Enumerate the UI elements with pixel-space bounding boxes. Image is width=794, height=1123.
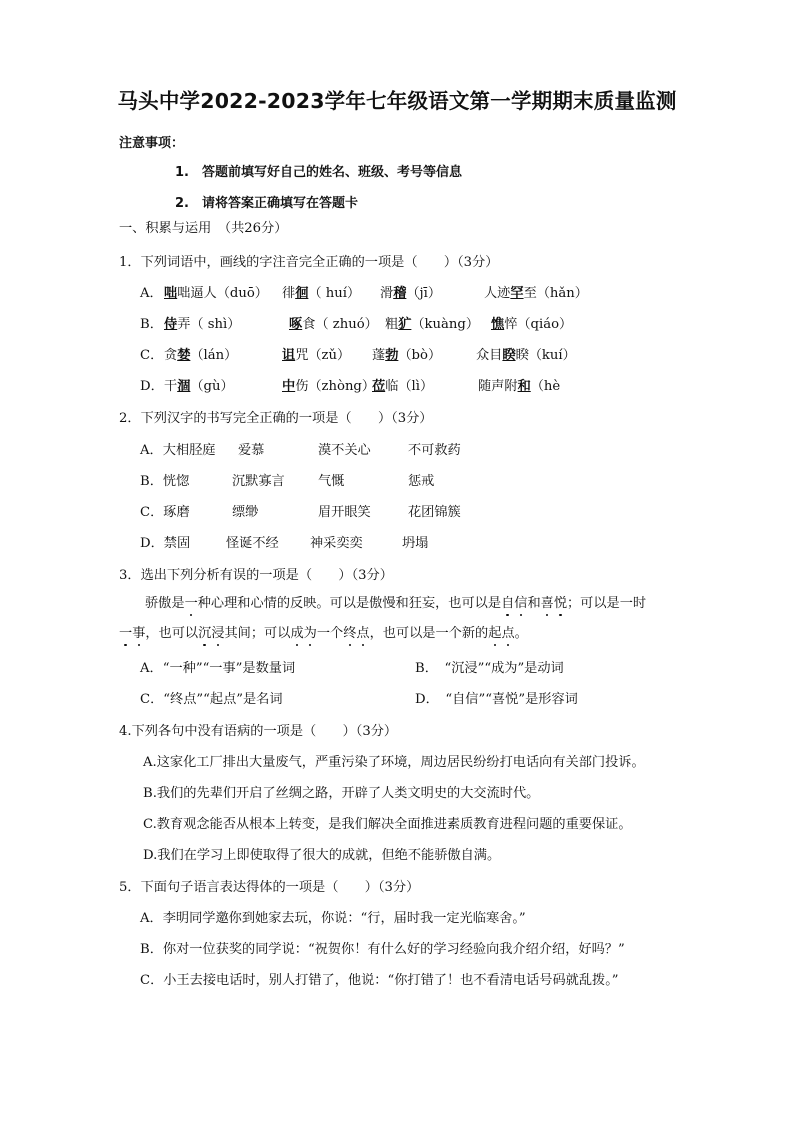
underlined-char: 涸: [177, 379, 191, 394]
passage-text: 其间；可以: [224, 626, 291, 641]
word-text: 蓬: [372, 348, 386, 363]
q2b-word4: 惩戒: [408, 474, 435, 489]
q4-stem: 4.下列各句中没有语病的一项是（ ）（3分）: [119, 724, 398, 739]
passage-text: ，也可以: [145, 626, 199, 641]
q4-option-b: B.我们的先辈们开启了丝绸之路，开辟了人类文明史的大交流时代。: [143, 786, 540, 801]
word-text: 人迹: [484, 286, 511, 301]
word-text: 临（lì）: [385, 379, 434, 394]
dotted-char: 喜: [540, 596, 554, 611]
q5-option-b: B．你对一位获奖的同学说：“祝贺你！有什么好的学习经验向我介绍介绍，好吗？”: [140, 942, 625, 957]
q2a-word4: 不可救药: [408, 443, 461, 458]
q5-option-a: A．李明同学邀你到她家去玩，你说：“行，届时我一定光临寒舍。”: [140, 911, 526, 926]
word-text: 随声附: [478, 379, 518, 394]
q1d-word3: [372, 378, 433, 396]
word-text: 伤（zhòng）: [295, 379, 376, 394]
dotted-char: 一: [184, 596, 198, 611]
q5-option-c: C．小王去接电话时，别人打错了，他说：“你打错了！也不看清电话号码就乱拨。”: [140, 973, 619, 988]
q3-option-c: C．“终点”“起点”是名词: [140, 692, 283, 707]
underlined-char: 犷: [398, 317, 412, 332]
word-text: 食（ zhuó）: [302, 317, 378, 332]
dotted-char: 成: [290, 626, 304, 641]
q1c-word1: [164, 347, 237, 365]
passage-text: ；可以是一时: [567, 596, 647, 611]
q1c-word4: [476, 347, 576, 365]
word-text: 干: [164, 379, 178, 394]
passage-text: 和: [527, 596, 541, 611]
q3-passage-line1: [145, 595, 646, 613]
underlined-char: 勃: [385, 348, 399, 363]
passage-text: 一个: [316, 626, 344, 641]
dotted-char: 浸: [211, 626, 225, 641]
underlined-char: 稽: [393, 286, 407, 301]
underlined-char: 睽: [502, 348, 516, 363]
dotted-char: 事: [132, 626, 146, 641]
q4-option-c: C.教育观念能否从根本上转变，是我们解决全面推进素质教育进程问题的重要保证。: [143, 817, 632, 832]
q2c-word1: C．琢磨: [140, 505, 190, 520]
q2d-word2: 怪诞不经: [226, 536, 279, 551]
q1b-word1: [164, 316, 240, 334]
dotted-char: 点: [356, 626, 370, 641]
q2b-word1: B．恍惚: [140, 474, 190, 489]
word-text: 贪: [164, 348, 178, 363]
q2a-word3: 漠不关心: [318, 443, 371, 458]
q1a-word1: [164, 285, 268, 303]
option-letter: C．: [140, 348, 164, 363]
dotted-char: 信: [514, 596, 528, 611]
q3-option-a: A．“一种”“一事”是数量词: [140, 661, 296, 676]
dotted-char: 起: [488, 626, 502, 641]
option-letter: D．: [140, 379, 164, 394]
q2a-word2: 爱慕: [238, 443, 265, 458]
word-text: 众目: [476, 348, 503, 363]
q1-stem: 1．下列词语中，画线的字注音完全正确的一项是（ ）（3分）: [119, 255, 499, 270]
word-text: （gù）: [190, 379, 234, 394]
dotted-char: 自: [501, 596, 515, 611]
word-text: 徘: [282, 286, 296, 301]
word-text: 滑: [380, 286, 394, 301]
word-text: 咒（zǔ）: [295, 348, 351, 363]
q1b-word3: [385, 316, 479, 334]
underlined-char: 中: [282, 379, 296, 394]
underlined-char: 憔: [491, 317, 505, 332]
section-heading: 一、积累与运用 （共26分）: [119, 221, 288, 236]
word-text: 悴（qiáo）: [504, 317, 573, 332]
option-letter: B．: [140, 317, 163, 332]
word-text: （ huí）: [308, 286, 361, 301]
option-letter: A．: [140, 286, 163, 301]
underlined-char: 诅: [282, 348, 296, 363]
q2c-word2: 缥缈: [232, 505, 259, 520]
q1a-word3: [380, 285, 441, 303]
dotted-char: 点: [501, 626, 515, 641]
page-title: 马头中学2022-2023学年七年级语文第一学期期末质量监测: [117, 89, 677, 113]
word-text: 咄逼人（duō）: [177, 286, 268, 301]
underlined-char: 婪: [177, 348, 191, 363]
dotted-char: 为: [303, 626, 317, 641]
q1d-word4: [478, 378, 560, 396]
q3-stem: 3．选出下列分析有误的一项是（ ）（3分）: [119, 568, 393, 583]
dotted-char: 沉: [198, 626, 212, 641]
q2b-word3: 气慨: [318, 474, 345, 489]
passage-text: ，也可以是一个新的: [369, 626, 489, 641]
underlined-char: 侍: [164, 317, 178, 332]
q1a-word2: [282, 285, 360, 303]
q4-option-a: A.这家化工厂排出大量废气，严重污染了环境，周边居民纷纷打电话向有关部门投诉。: [143, 755, 645, 770]
word-text: （lán）: [190, 348, 238, 363]
dotted-char: 悦: [553, 596, 567, 611]
word-text: 睽（kuí）: [515, 348, 576, 363]
q2c-word3: 眉开眼笑: [318, 505, 371, 520]
q1b-word2: [289, 316, 378, 334]
q2b-word2: 沉默寡言: [232, 474, 285, 489]
underlined-char: 罕: [510, 286, 524, 301]
dotted-char: 终: [343, 626, 357, 641]
q5-stem: 5．下面句子语言表达得体的一项是（ ）（3分）: [119, 880, 420, 895]
underlined-char: 莅: [372, 379, 386, 394]
underlined-char: 啄: [289, 317, 303, 332]
q1b-word4: [491, 316, 572, 334]
dotted-char: 一: [119, 626, 133, 641]
q2a-word1: A．大相胫庭: [140, 443, 216, 458]
passage-text: 骄傲是: [145, 596, 185, 611]
word-text: （hè: [530, 379, 561, 394]
underlined-char: 徊: [295, 286, 309, 301]
q3-option-d: D． “自信”“喜悦”是形容词: [415, 692, 578, 707]
word-text: （jī）: [406, 286, 442, 301]
q2d-word1: D．禁固: [140, 536, 191, 551]
underlined-char: 咄: [164, 286, 178, 301]
q3-passage-line2: [119, 625, 528, 643]
notice-item-2: 2. 请将答案正确填写在答题卡: [175, 196, 358, 211]
q1a-word4: [484, 285, 588, 303]
q2c-word4: 花团锦簇: [408, 505, 461, 520]
q1c-word2: [282, 347, 350, 365]
q1c-word3: [372, 347, 441, 365]
passage-text: 种心理和心情的反映。可以是傲慢和狂妄，也可以是: [197, 596, 502, 611]
word-text: （kuàng）: [411, 317, 480, 332]
notice-label: 注意事项：: [119, 136, 185, 151]
passage-text: 。: [514, 626, 528, 641]
word-text: 粗: [385, 317, 399, 332]
word-text: 至（hǎn）: [523, 286, 588, 301]
q1d-word2: [282, 378, 375, 396]
word-text: 弄（ shì）: [177, 317, 241, 332]
q1d-word1: [164, 378, 234, 396]
word-text: （bò）: [398, 348, 442, 363]
q2d-word3: 神采奕奕: [310, 536, 363, 551]
q2-stem: 2．下列汉字的书写完全正确的一项是（ ）（3分）: [119, 411, 433, 426]
q4-option-d: D.我们在学习上即使取得了很大的成就，但绝不能骄傲自满。: [143, 848, 501, 863]
q3-option-b: B． “沉浸”“成为”是动词: [415, 661, 564, 676]
notice-item-1: 1. 答题前填写好自己的姓名、班级、考号等信息: [175, 165, 462, 180]
q2d-word4: 坍塌: [402, 536, 429, 551]
underlined-char: 和: [517, 379, 531, 394]
